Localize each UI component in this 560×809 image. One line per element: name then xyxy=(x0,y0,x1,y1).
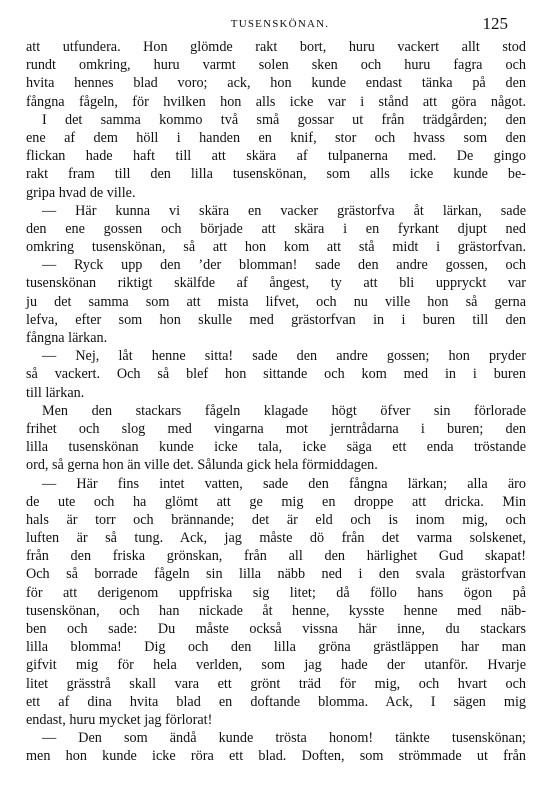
text-line: — Nej, låt henne sitta! sade den andre gossen; hon pryder xyxy=(42,348,526,365)
text-line: lilla tusenskönan kunde icke tala, icke säga ett enda tröstande xyxy=(26,439,526,456)
text-line: att utfundera. Hon glömde rakt bort, huru vackert allt stod xyxy=(26,39,526,55)
text-line: ju det samma som att mista lifvet, och nu ville hon så gerna xyxy=(26,293,526,310)
text-line: den ene gossen och började att skära i en fyrkant djupt ned xyxy=(26,220,526,237)
text-line: ene af dem höll i handen en knif, stor och hvass som den xyxy=(26,129,526,146)
page-number: 125 xyxy=(482,14,508,33)
text-line: hvita hennes blad voro; ack, hon kunde endast tänka på den xyxy=(26,75,526,92)
text-line: de ute och ha glömt att ge mig en droppe att dricka. Min xyxy=(26,493,526,510)
text-line: Men den stackars fågeln klagade högt öfver sin förlorade xyxy=(42,402,526,419)
text-line: litet grässtrå skall vara ett grönt träd för mig, och hvart och xyxy=(26,675,526,692)
text-line: I det samma kommo två små gossar ut från trädgården; den xyxy=(42,111,526,128)
text-line: för att derigenom uppfriska sig litet; då föllo hans ögon på xyxy=(26,584,526,601)
text-line: — Här kunna vi skära en vacker grästorfva åt lärkan, sade xyxy=(42,202,526,219)
text-line: från den friska grönskan, från all den härlighet Gud skapat! xyxy=(26,548,526,565)
text-line: hals är torr och brännande; det är eld och is inom mig, och xyxy=(26,511,526,528)
text-line: frihet och slog med vingarna mot jerntrådarna i buren; den xyxy=(26,420,526,437)
text-line: lilla blomma! Dig och den lilla gröna grästläppen har man xyxy=(26,639,526,656)
text-line: endast, huru mycket jag förlorat! xyxy=(26,711,213,728)
text-line: till lärkan. xyxy=(26,384,85,401)
text-line: omkring tusenskönan, så att hon kom att stå midt i grästorfvan. xyxy=(26,239,526,256)
text-line: men hon kunde icke röra ett blad. Doften, som strömmade ut från xyxy=(26,748,526,765)
text-line: gifvit mig för hela verlden, som jag hade der utanför. Hvarje xyxy=(26,657,526,674)
text-line: rakt fram till den lilla tusenskönan, som alls icke kunde be- xyxy=(26,166,526,183)
text-line: gripa hvad de ville. xyxy=(26,184,136,201)
running-head xyxy=(0,14,560,34)
text-line: flickan hade haft till att skära af tulpanerna med. De gingo xyxy=(26,148,526,165)
text-line: lefva, efter som hon skulle med grästorfvan in i buren till den xyxy=(26,311,526,328)
running-title: TUSENSKÖNAN. xyxy=(230,18,330,30)
text-line: tusenskönan, och han nickade åt henne, kysste henne med näb- xyxy=(26,602,526,619)
text-line: fångna lärkan. xyxy=(26,330,108,346)
text-line: fångna fågeln, för hvilken hon alls icke var i stånd att göra något. xyxy=(26,93,526,110)
text-line: så vackert. Och så blef hon sittande och kom med in i buren xyxy=(26,366,526,383)
text-line: luften är så tung. Ack, jag måste dö från det varma solskenet, xyxy=(26,530,526,547)
text-line: tusenskönan riktigt skälfde af ångest, ty att bli uppryckt var xyxy=(26,275,526,292)
text-line: ord, så gerna hon än ville det. Sålunda gick hela förmiddagen. xyxy=(26,457,378,474)
body-text xyxy=(26,38,526,766)
text-line: rundt omkring, huru varmt solen sken och huru fagra och xyxy=(26,57,526,74)
text-line: ett af dina hvita blad en doftande blomma. Ack, I sägen mig xyxy=(26,693,526,710)
text-line: ben och sade: Du måste också vissna här inne, du stackars xyxy=(26,621,526,637)
text-line: — Ryck upp den ’der blomman! sade den andre gossen, och xyxy=(42,257,526,274)
text-line: — Här fins intet vatten, sade den fångna lärkan; alla äro xyxy=(42,475,526,492)
text-line: Och så borrade fågeln sin lilla näbb ned i den svala grästorfvan xyxy=(26,566,526,583)
text-line: — Den som ändå kunde trösta honom! tänkte tusenskönan; xyxy=(42,730,526,747)
